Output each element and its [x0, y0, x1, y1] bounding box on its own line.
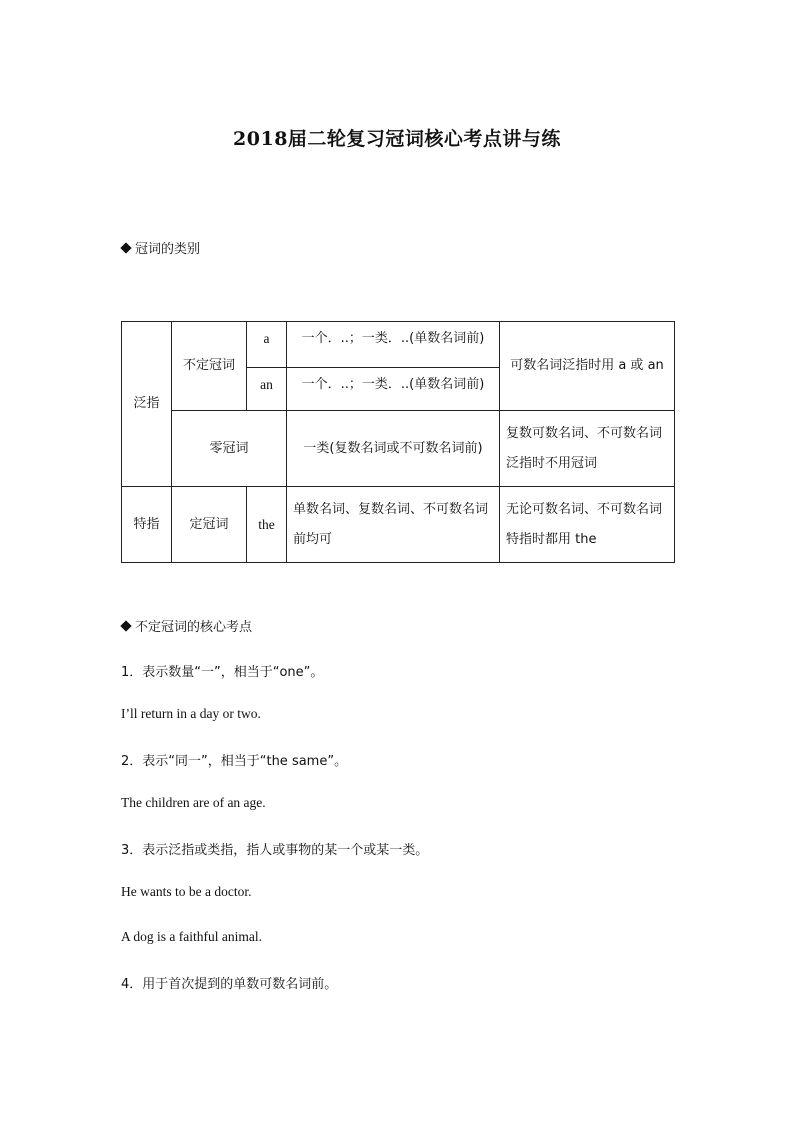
point-2: 2．表示“同一”，相当于“the same”。: [121, 754, 348, 769]
article-a-meaning-cell: 一个．..；一类．..(单数名词前): [287, 322, 500, 368]
example-3b: A dog is a faithful animal.: [121, 929, 262, 944]
diamond-bullet-icon: [120, 242, 131, 253]
point-4: 4．用于首次提到的单数可数名词前。: [121, 977, 338, 992]
zero-article-label-cell: 零冠词: [172, 411, 287, 487]
section-heading-indefinite-points: [121, 616, 252, 635]
example-1: I’ll return in a day or two.: [121, 706, 261, 721]
article-category-table: [121, 321, 675, 563]
article-an-cell: an: [247, 368, 287, 411]
indefinite-article-label-cell: 不定冠词: [172, 322, 247, 411]
point-3: 3．表示泛指或类指，指人或事物的某一个或某一类。: [121, 843, 429, 858]
specific-label-cell: 特指: [122, 487, 172, 563]
article-the-meaning-cell: 单数名词、复数名词、不可数名词前均可: [287, 487, 500, 563]
document-title: 2018届二轮复习冠词核心考点讲与练: [233, 128, 561, 150]
indefinite-note-cell: 可数名词泛指时用 a 或 an: [500, 322, 675, 411]
example-3a: He wants to be a doctor.: [121, 884, 252, 899]
example-2: The children are of an age.: [121, 795, 266, 810]
section-heading-text: 不定冠词的核心考点: [135, 620, 253, 635]
definite-article-label-cell: 定冠词: [172, 487, 247, 563]
table-row: [122, 411, 675, 487]
diamond-bullet-icon: [120, 620, 131, 631]
generic-label-cell: 泛指: [122, 322, 172, 487]
zero-article-note-cell: 复数可数名词、不可数名词泛指时不用冠词: [500, 411, 675, 487]
zero-article-meaning-cell: 一类(复数名词或不可数名词前): [287, 411, 500, 487]
article-a-cell: a: [247, 322, 287, 368]
table-row: [122, 322, 675, 368]
table-row: [122, 487, 675, 563]
section-heading-article-types: [121, 238, 200, 257]
definite-note-cell: 无论可数名词、不可数名词特指时都用 the: [500, 487, 675, 563]
section-heading-text: 冠词的类别: [135, 242, 201, 257]
point-1: 1．表示数量“一”，相当于“one”。: [121, 665, 324, 680]
article-an-meaning-cell: 一个．..；一类．..(单数名词前): [287, 368, 500, 411]
article-the-cell: the: [247, 487, 287, 563]
